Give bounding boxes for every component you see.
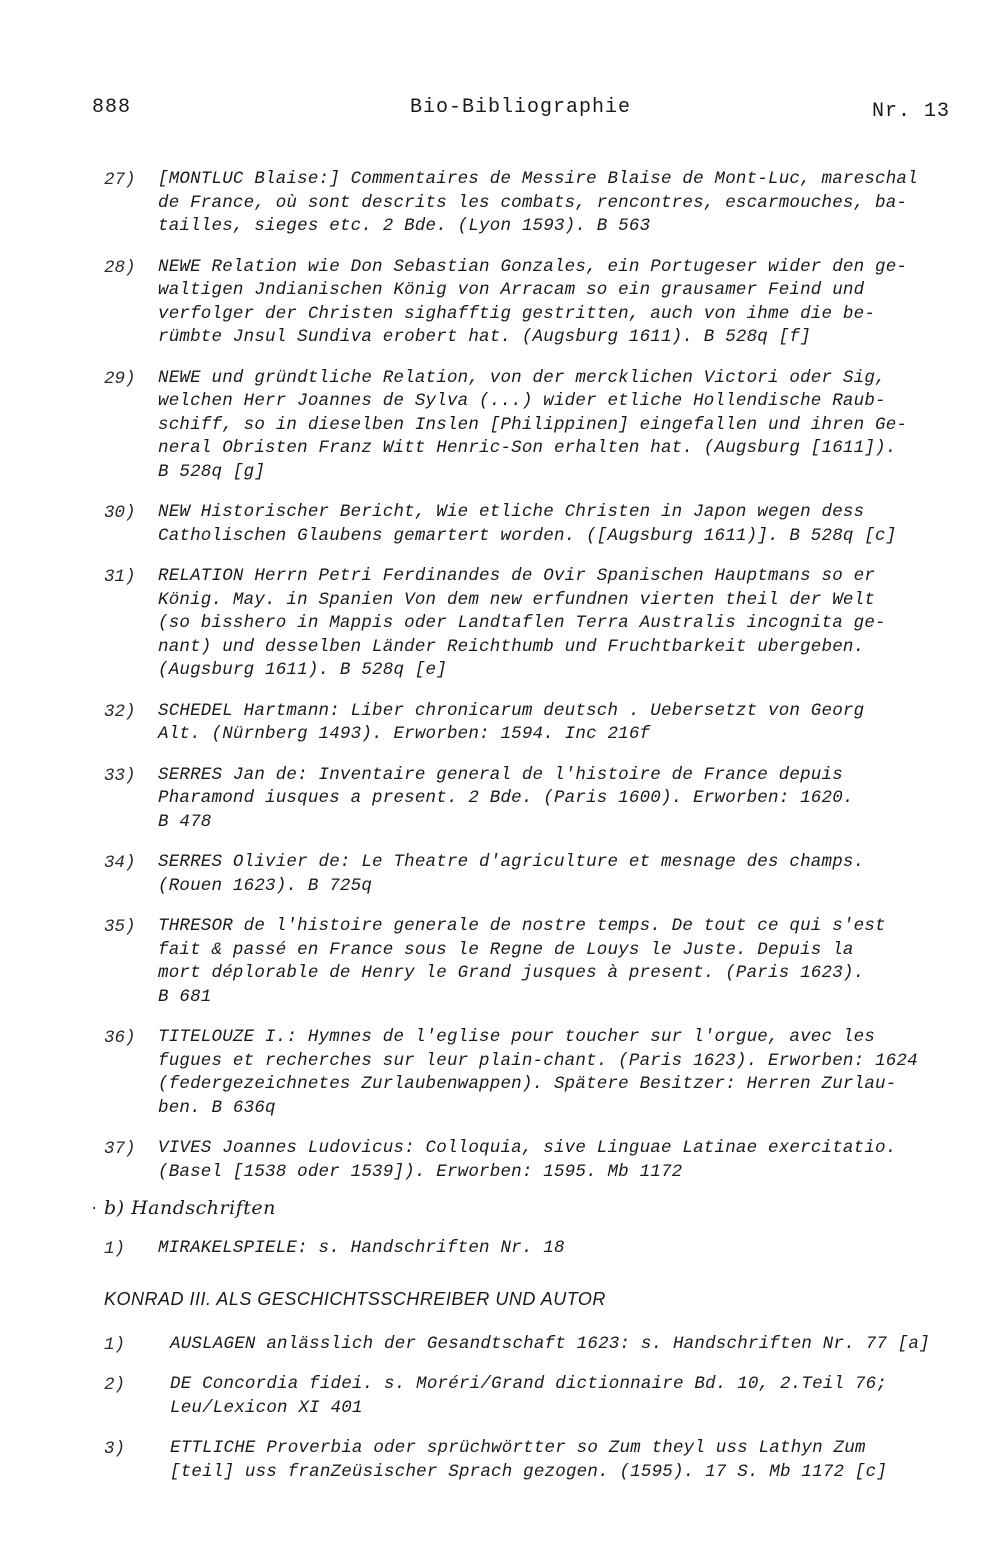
konrad-works-list xyxy=(0,1333,1000,1485)
section-b-heading xyxy=(0,1197,1000,1223)
entry-text: NEWE und gründtliche Relation, von der mercklichen Victori oder Sig, welchen Herr Joannes de Sylva (...) wider etliche Hollendische Raub- schiff, so in dieselben Inslen [Philippinen] eingefallen und ihren Ge- neral Obristen Franz Witt Henric-Son erhalten hat. (Augsburg [1611]). B 528q [g] xyxy=(158,367,908,482)
entry-text: SERRES Jan de: Inventaire general de l'histoire de France depuis Pharamond iusques a present. 2 Bde. (Paris 1600). Erworben: 1620. B 478 xyxy=(158,764,854,832)
bib-entry xyxy=(0,915,1000,1009)
bib-entry xyxy=(0,1137,1000,1184)
entry-text: MIRAKELSPIELE: s. Handschriften Nr. 18 xyxy=(158,1238,565,1258)
bib-entry xyxy=(0,501,1000,548)
entry-number: 32) xyxy=(104,701,136,722)
entry-text: NEWE Relation wie Don Sebastian Gonzales, ein Portugeser wider den ge- waltigen Jndianischen König von Arracam so ein grausamer Feind und verfolger der Christen sighafftig gestritten, auch von ihme die be- rümbte Jnsul Sundiva erobert hat. (Augsburg 1611). B 528q [f] xyxy=(158,256,908,347)
entry-text: THRESOR de l'histoire generale de nostre temps. De tout ce qui s'est fait & passé en France sous le Regne de Louys le Juste. Depuis la mort déplorable de Henry le Grand jusques à present. (Paris 1623). B 681 xyxy=(158,916,886,1007)
bib-entry xyxy=(0,1026,1000,1120)
bib-entry xyxy=(0,851,1000,898)
entry-number: 37) xyxy=(104,1139,136,1159)
entry-number: 35) xyxy=(104,917,136,937)
entry-text: [MONTLUC Blaise:] Commentaires de Messire Blaise de Mont-Luc, mareschal de France, où sont descrits les combats, rencontres, escarmouches, ba- tailles, sieges etc. 2 Bde. (Lyon 1593). B 563 xyxy=(158,169,918,236)
bib-entry xyxy=(0,168,1000,239)
entry-number: 1) xyxy=(104,1239,126,1259)
bibliography xyxy=(0,168,1000,1501)
bib-entry xyxy=(0,700,1000,747)
entry-number: 31) xyxy=(104,567,136,587)
bib-entry xyxy=(0,256,1000,350)
bib-entry xyxy=(0,565,1000,683)
entry-text: AUSLAGEN anlässlich der Gesandtschaft 1623: s. Handschriften Nr. 77 [a] xyxy=(170,1333,930,1354)
entry-text: VIVES Joannes Ludovicus: Colloquia, sive Linguae Latinae exercitatio. (Basel [1538 oder 1539]). Erworben: 1595. Mb 1172 xyxy=(158,1138,897,1182)
entry-text: ETTLICHE Proverbia oder sprüchwörtter so Zum theyl uss Lathyn Zum [teil] uss franZeüsischer Sprach gezogen. (1595). 17 S. Mb 1172 [c] xyxy=(170,1438,888,1482)
entry-number: 29) xyxy=(104,368,136,389)
bib-entry xyxy=(0,1333,1000,1357)
bib-entry xyxy=(0,367,1000,485)
entry-text: SERRES Olivier de: Le Theatre d'agriculture et mesnage des champs. (Rouen 1623). B 725q xyxy=(158,852,865,896)
running-title: Bio-Bibliographie xyxy=(410,96,632,119)
entry-number: 33) xyxy=(104,765,136,786)
konrad-heading: KONRAD III. ALS GESCHICHTSSCHREIBER UND AUTOR xyxy=(104,1288,606,1309)
entry-text: NEW Historischer Bericht, Wie etliche Christen in Japon wegen dess Catholischen Glaubens gemartert worden. ([Augsburg 1611)]. B 528q [c] xyxy=(158,502,897,546)
entry-number: 34) xyxy=(104,853,136,873)
page-number: 888 xyxy=(92,96,132,119)
entry-number: 1) xyxy=(104,1334,126,1355)
entry-text: TITELOUZE I.: Hymnes de l'eglise pour toucher sur l'orgue, avec les fugues et recherches sur leur plain-chant. (Paris 1623). Erworben: 1624 (federgezeichnetes Zurlaubenwappen). Spätere Besitzer: Herren Zurlau- ben. B 636q xyxy=(158,1027,918,1118)
bib-entry xyxy=(0,1373,1000,1420)
bib-entry xyxy=(0,1237,1000,1261)
section-number: Nr. 13 xyxy=(872,100,951,123)
bib-entry xyxy=(0,1437,1000,1484)
entry-number: 28) xyxy=(104,257,136,278)
entry-text: RELATION Herrn Petri Ferdinandes de Ovir Spanischen Hauptmans so er König. May. in Spanien Von dem new erfundnen vierten theil der Welt (so bisshero in Mappis oder Landtaflen Terra Australis incognita ge- nant) und desselben Länder Reichthumb und Fruchtbarkeit ubergeben. (Augsburg 1611). B 528q [e] xyxy=(158,566,886,680)
entry-number: 27) xyxy=(104,170,136,190)
entry-number: 36) xyxy=(104,1028,136,1048)
printed-works-list xyxy=(0,168,1000,1184)
entry-text: SCHEDEL Hartmann: Liber chronicarum deutsch . Uebersetzt von Georg Alt. (Nürnberg 1493). Erworben: 1594. Inc 216f xyxy=(158,700,865,744)
page-header xyxy=(0,96,1000,126)
section-b-label: b) Handschriften xyxy=(104,1197,276,1219)
entry-number: 3) xyxy=(104,1439,126,1459)
entry-number: 30) xyxy=(104,503,136,523)
entry-text: DE Concordia fidei. s. Moréri/Grand dictionnaire Bd. 10, 2.Teil 76; Leu/Lexicon XI 401 xyxy=(170,1374,888,1418)
margin-mark: · xyxy=(90,1201,99,1217)
bib-entry xyxy=(0,764,1000,835)
manuscripts-list xyxy=(0,1237,1000,1261)
entry-number: 2) xyxy=(104,1375,126,1395)
